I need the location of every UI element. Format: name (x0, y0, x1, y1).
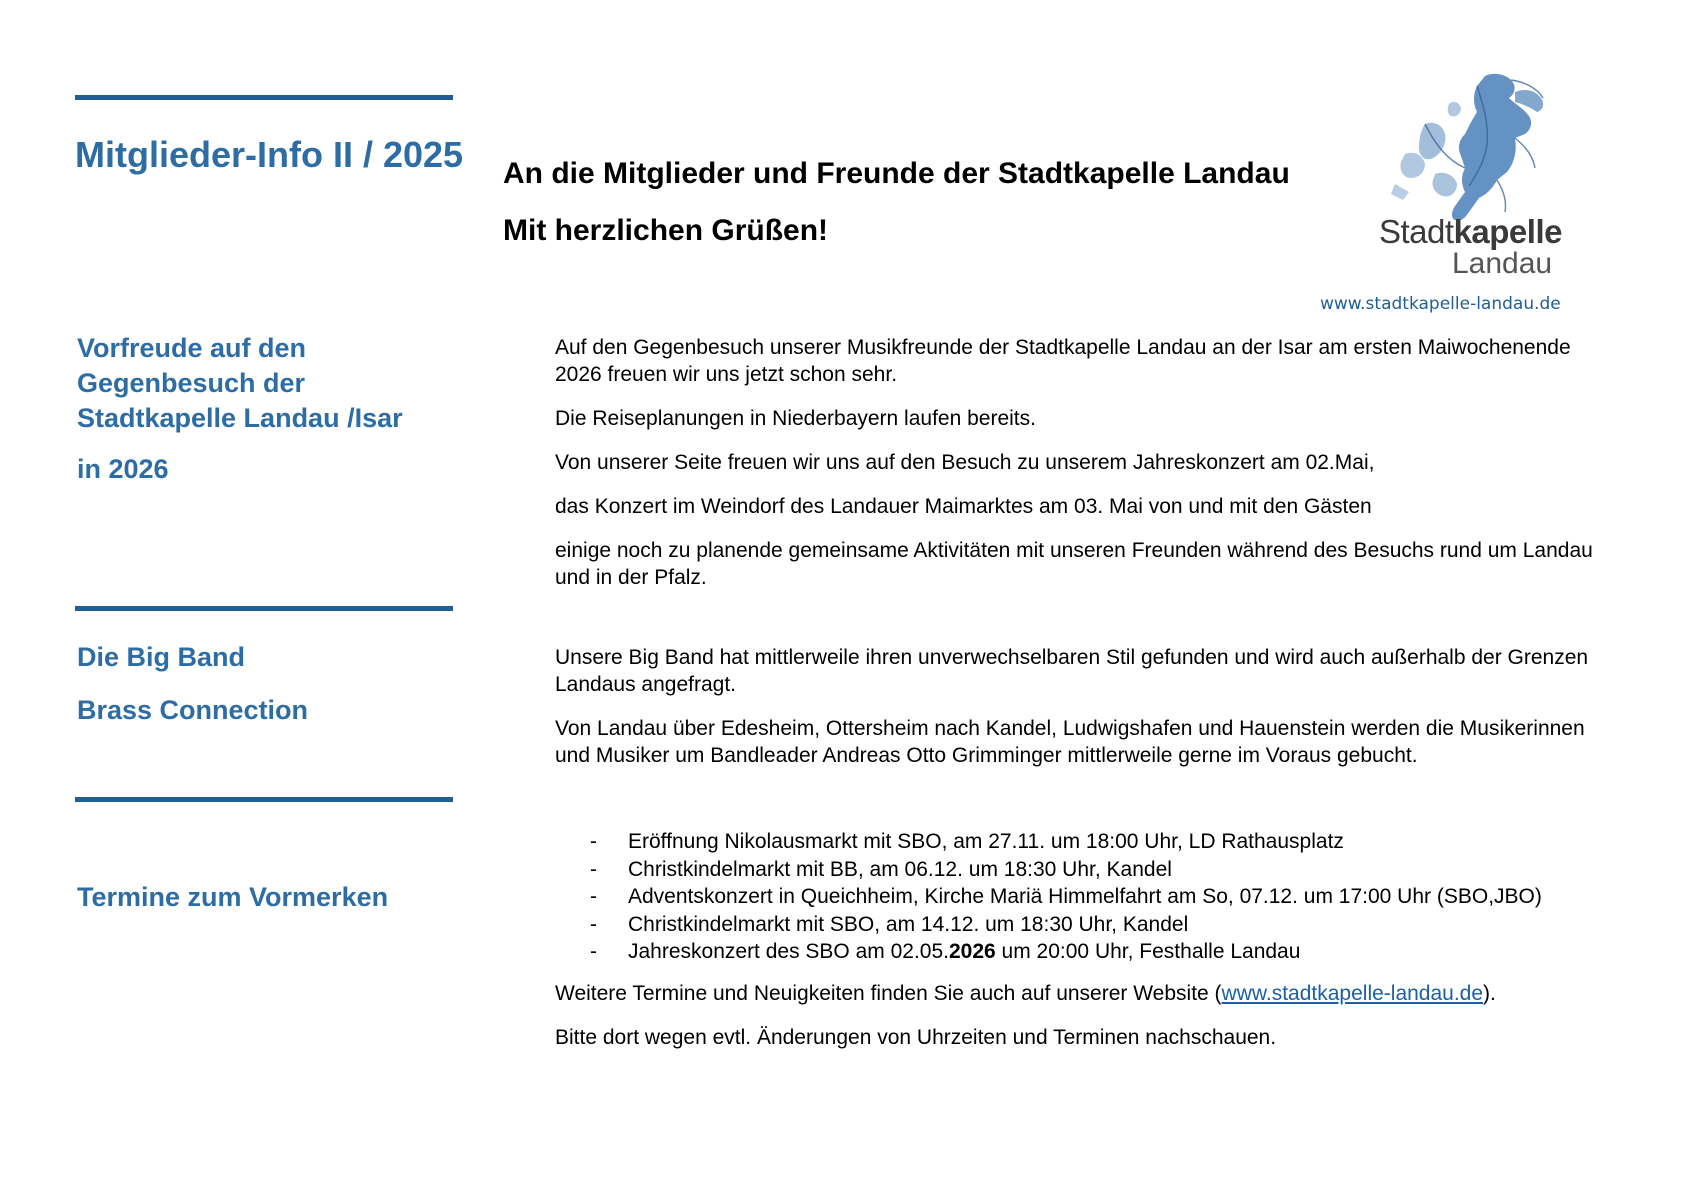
bullet-dash: - (590, 912, 597, 936)
event-text: Christkindelmarkt mit SBO, am 14.12. um 18:30 Uhr, Kandel (628, 912, 1189, 936)
event-text: Adventskonzert in Queichheim, Kirche Mariä Himmelfahrt am So, 07.12. um 17:00 Uhr (SBO,JBO) (628, 885, 1542, 908)
list-item (590, 911, 1650, 939)
logo-wordmark (1379, 213, 1562, 251)
doc-title: Mitglieder-Info II / 2025 (75, 134, 464, 175)
bullet-dash: - (590, 830, 597, 853)
list-item (590, 828, 1650, 856)
event-text-post: um 20:00 Uhr, Festhalle Landau (995, 940, 1301, 963)
divider-bigband (75, 606, 453, 611)
list-item (590, 883, 1650, 911)
musician-figure-logo-icon (1365, 64, 1575, 324)
paragraph-reiseplanung: Die Reiseplanungen in Niederbayern laufen bereits. (555, 407, 1036, 430)
logo-word-landau: Landau (1452, 247, 1553, 280)
paragraph-gegenbesuch: Auf den Gegenbesuch unserer Musikfreunde der Stadtkapelle Landau an der Isar am ersten Maiwochenende 2026 freuen wir uns jetzt schon sehr. (555, 336, 1571, 386)
section-title-line: Vorfreude auf den (77, 333, 307, 363)
website-text-post: ). (1483, 982, 1496, 1005)
divider-termine (75, 797, 453, 802)
paragraph-hinweis: Bitte dort wegen evtl. Änderungen von Uhrzeiten und Terminen nachschauen. (555, 1026, 1277, 1049)
event-text-pre: Jahreskonzert des SBO am 02.05. (628, 940, 949, 963)
section-title-vorfreude (77, 331, 477, 436)
event-list (590, 828, 1650, 966)
paragraph-bigband-orte: Von Landau über Edesheim, Ottersheim nach Kandel, Ludwigshafen und Hauenstein werden die Musikerinnen und Musiker um Bandleader Andreas Otto Grimminger mittlerweile gerne im Voraus gebucht. (555, 717, 1585, 767)
event-text: Eröffnung Nikolausmarkt mit SBO, am 27.11. um 18:00 Uhr, LD Rathausplatz (628, 830, 1344, 853)
event-text: Christkindelmarkt mit BB, am 06.12. um 18:30 Uhr, Kandel (628, 857, 1172, 881)
paragraph-bigband-stil: Unsere Big Band hat mittlerweile ihren unverwechselbaren Stil gefunden und wird auch außerhalb der Grenzen Landaus angefragt. (555, 646, 1589, 696)
paragraph-weindorf: das Konzert im Weindorf des Landauer Maimarktes am 03. Mai von und mit den Gästen (555, 495, 1372, 518)
website-link[interactable]: www.stadtkapelle-landau.de (1221, 982, 1484, 1005)
paragraph-jahreskonzert: Von unserer Seite freuen wir uns auf den Besuch zu unserem Jahreskonzert am 02.Mai, (555, 451, 1375, 474)
logo-word-stadt: Stadt (1379, 213, 1454, 250)
website-text-pre: Weitere Termine und Neuigkeiten finden Sie auch auf unserer Website ( (555, 982, 1222, 1005)
heading-regards: Mit herzlichen Grüßen! (503, 214, 829, 247)
section-title-bigband: Die Big Band (77, 642, 246, 672)
logo-url: www.stadtkapelle-landau.de (1320, 294, 1561, 314)
paragraph-aktivitaeten: einige noch zu planende gemeinsame Aktivitäten mit unseren Freunden während des Besuchs rund um Landau und in der Pfalz. (555, 539, 1593, 589)
section-title-line: Stadtkapelle Landau /Isar (77, 403, 403, 433)
list-item (590, 856, 1650, 884)
bullet-dash: - (590, 857, 597, 881)
event-year-bold: 2026 (949, 940, 996, 963)
divider-top (75, 95, 453, 100)
section-title-brass-connection: Brass Connection (77, 695, 309, 725)
section-title-year: in 2026 (77, 454, 169, 484)
section-title-line: Gegenbesuch der (77, 368, 306, 398)
heading-greeting: An die Mitglieder und Freunde der Stadtkapelle Landau (503, 157, 1290, 190)
section-title-termine: Termine zum Vormerken (77, 882, 389, 912)
list-item (590, 938, 1650, 966)
logo-word-kapelle: kapelle (1453, 213, 1562, 250)
bullet-dash: - (590, 940, 597, 963)
bullet-dash: - (590, 885, 597, 908)
paragraph-website (555, 980, 1615, 1007)
